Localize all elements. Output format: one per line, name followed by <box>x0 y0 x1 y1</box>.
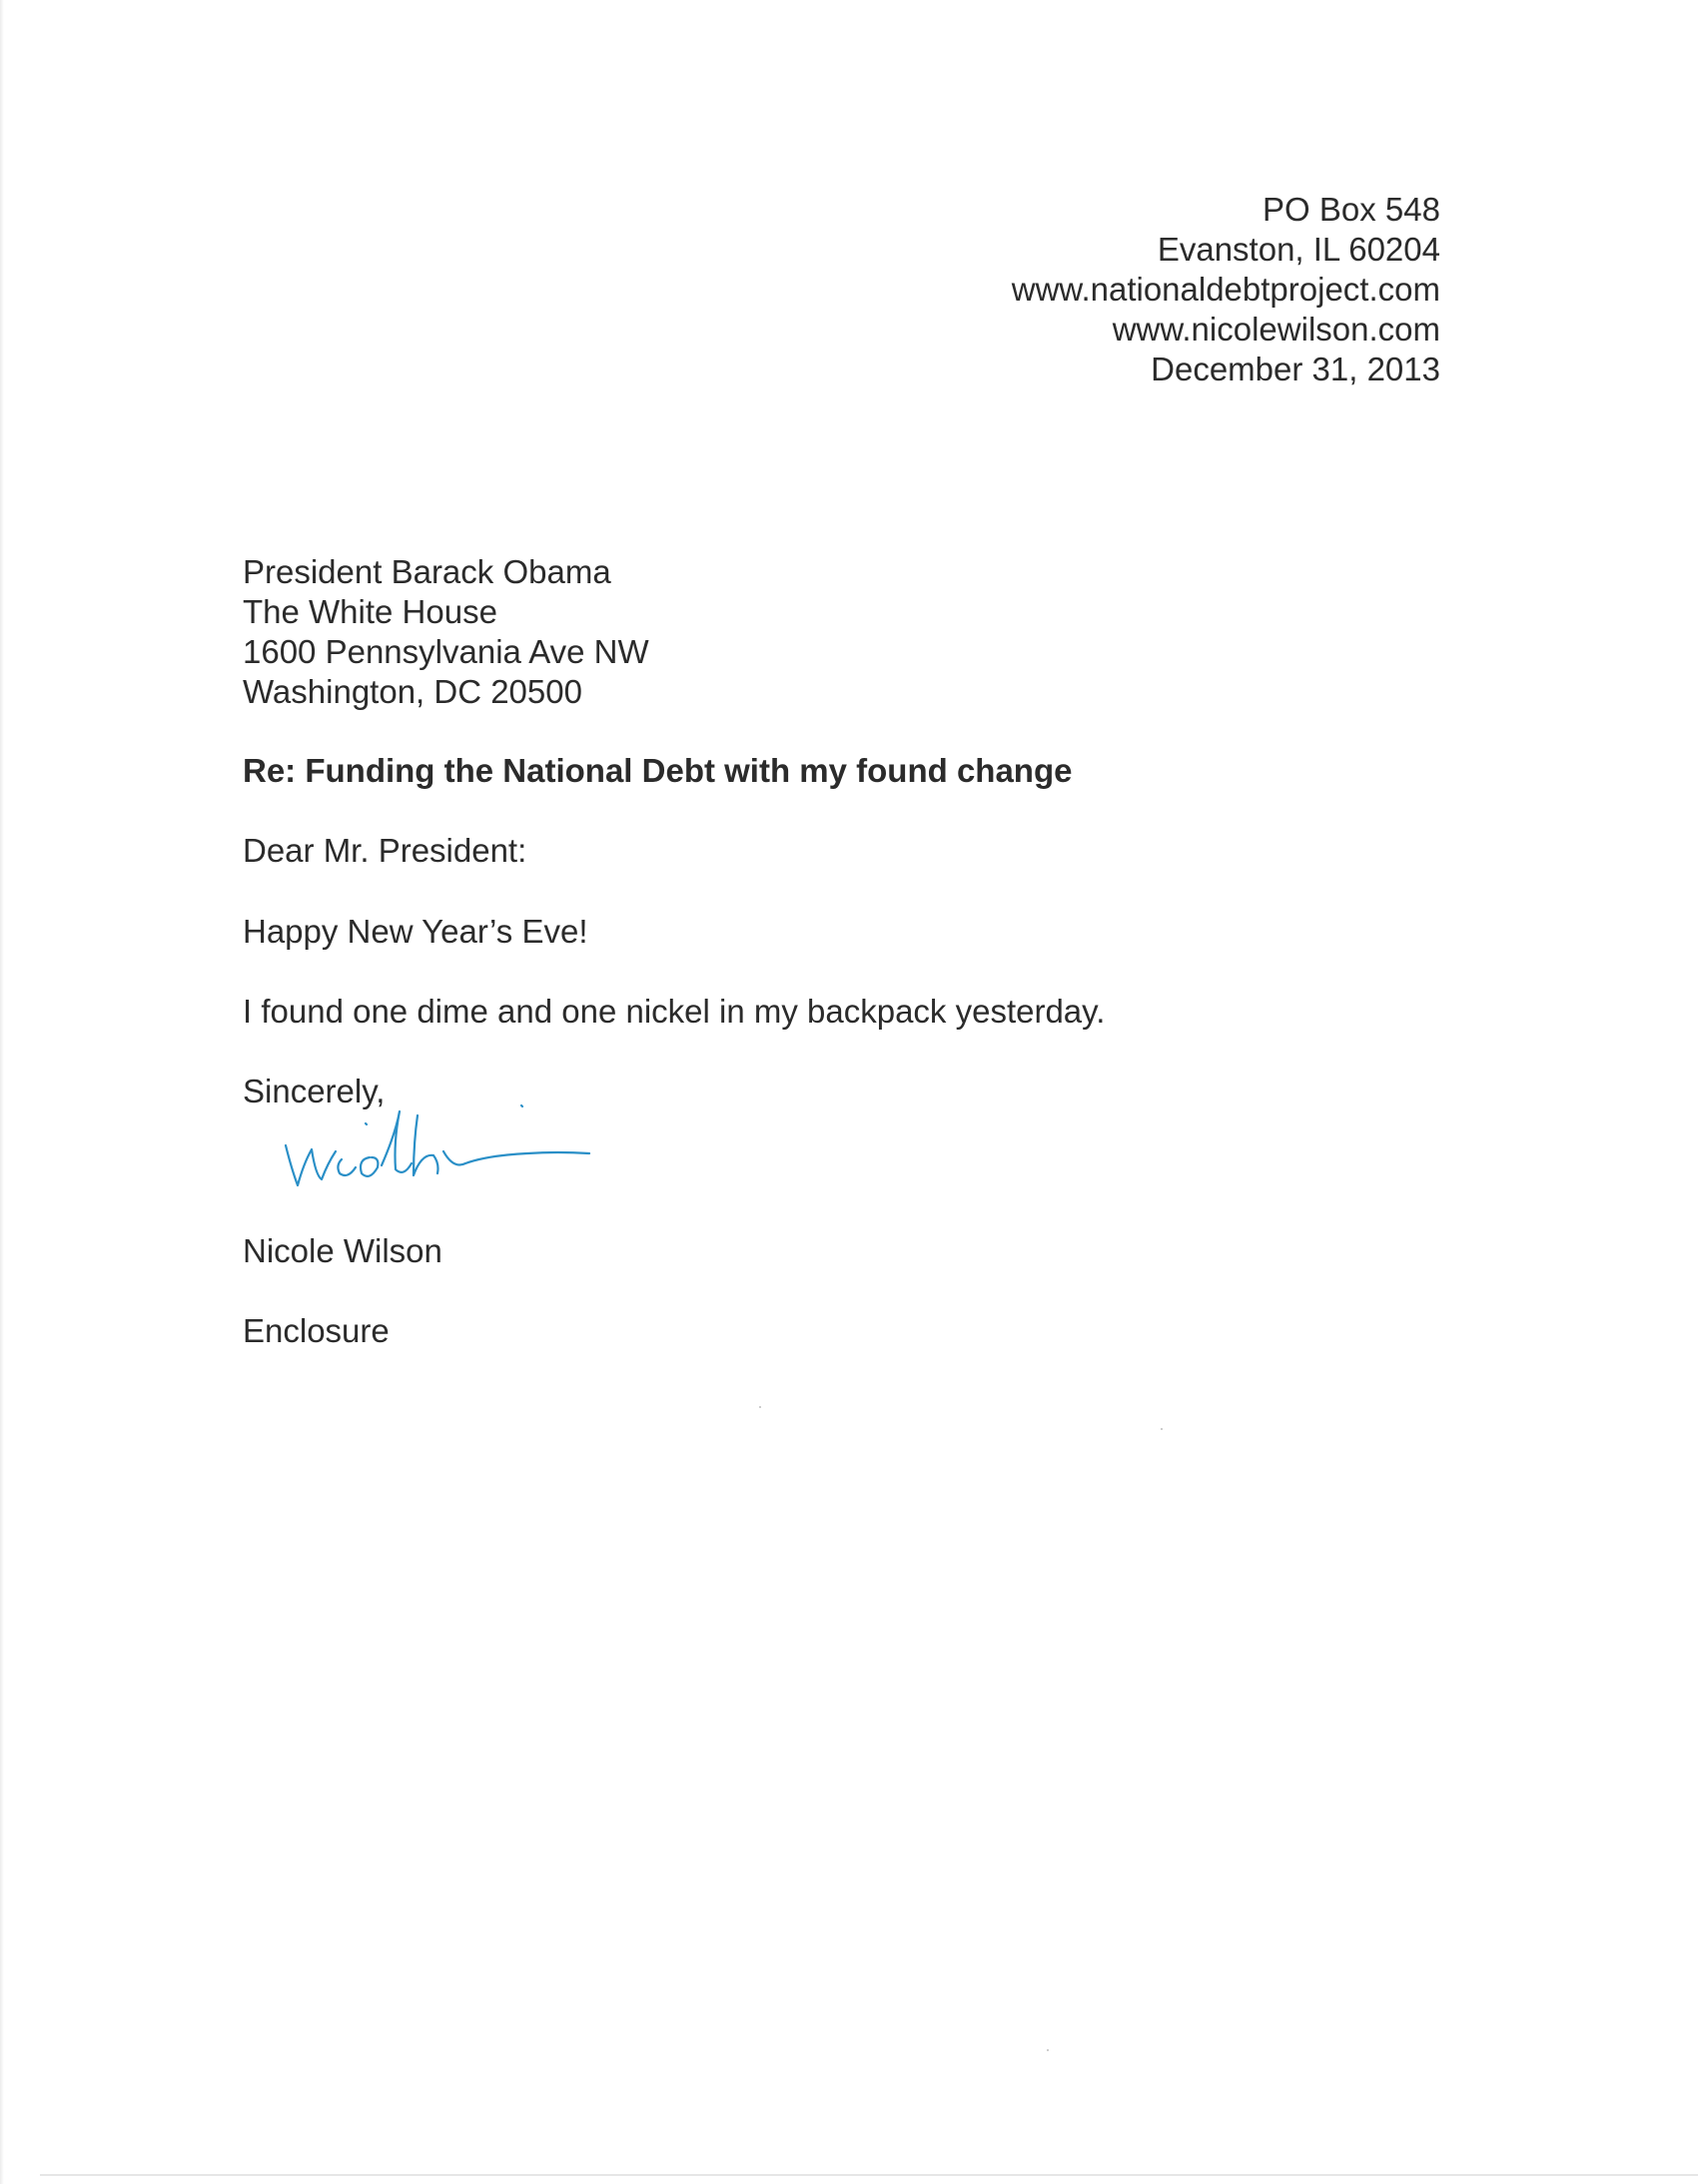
return-address-website-2: www.nicolewilson.com <box>1112 311 1440 348</box>
return-address-website-1: www.nationaldebtproject.com <box>1011 271 1440 308</box>
scan-edge <box>0 0 4 2184</box>
return-address <box>1012 190 1440 389</box>
recipient-organization: The White House <box>243 593 497 630</box>
return-address-po-box: PO Box 548 <box>1263 191 1440 228</box>
body-paragraph-2: I found one dime and one nickel in my backpack yesterday. <box>243 993 1106 1030</box>
return-address-city: Evanston, IL 60204 <box>1157 231 1440 268</box>
signer-name: Nicole Wilson <box>243 1232 442 1269</box>
scan-speck <box>1161 1428 1163 1430</box>
handwritten-signature <box>278 1093 607 1203</box>
letter-date: December 31, 2013 <box>1151 351 1440 387</box>
scan-edge-bottom <box>40 2174 1698 2176</box>
enclosure-notation: Enclosure <box>243 1312 390 1349</box>
scan-speck <box>759 1406 761 1408</box>
subject-line: Re: Funding the National Debt with my found change <box>243 752 1073 789</box>
recipient-name: President Barack Obama <box>243 553 611 590</box>
scan-speck <box>1047 2049 1049 2051</box>
recipient-street: 1600 Pennsylvania Ave NW <box>243 633 649 670</box>
recipient-address <box>243 552 649 712</box>
closing: Sincerely, <box>243 1073 386 1109</box>
body-paragraph-1: Happy New Year’s Eve! <box>243 913 588 950</box>
recipient-city: Washington, DC 20500 <box>243 673 582 710</box>
salutation: Dear Mr. President: <box>243 832 527 869</box>
